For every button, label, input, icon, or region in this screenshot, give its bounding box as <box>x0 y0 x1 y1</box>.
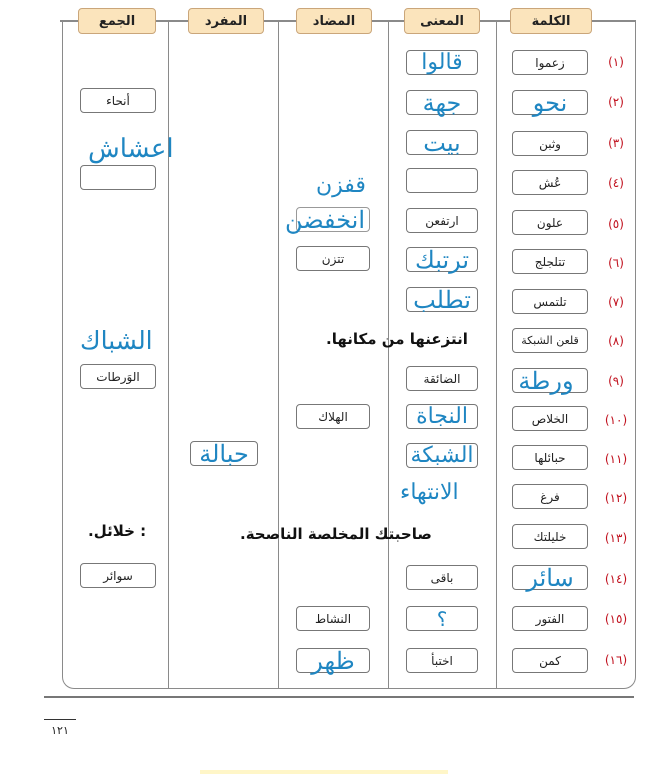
meaning-box[interactable] <box>406 50 478 75</box>
handwritten-plural: الشباك <box>80 326 153 355</box>
plural-box-empty[interactable] <box>80 165 156 190</box>
row-number: (٣) <box>608 136 624 150</box>
header-opposite: المضاد <box>296 8 372 34</box>
handwritten-word: سائر <box>526 563 574 592</box>
row-number: (١) <box>608 55 624 69</box>
row-number: (١٠) <box>604 413 628 427</box>
header-meaning: المعنى <box>404 8 480 34</box>
handwritten-meaning: بيت <box>423 128 461 157</box>
meaning-box[interactable] <box>406 247 478 272</box>
handwritten-word: ورطة <box>518 366 574 395</box>
opposite-box: تتزن <box>296 246 370 271</box>
handwritten-singular: حبالة <box>199 439 249 468</box>
meaning-box: ارتفعن <box>406 208 478 233</box>
word-box: كمن <box>512 648 588 673</box>
meaning-text: انتزعنها من مكانها. <box>326 330 468 348</box>
word-box: تتلجلج <box>512 249 588 274</box>
header-singular: المفرد <box>188 8 264 34</box>
handwritten-meaning: الشبكة <box>410 442 474 468</box>
word-box <box>512 368 588 393</box>
word-box: الخلاص <box>512 406 588 431</box>
row-number: (٥) <box>608 217 624 231</box>
word-box: قلعن الشبكة <box>512 328 588 353</box>
row-number: (١٣) <box>604 531 628 545</box>
column-divider <box>278 20 279 688</box>
handwritten-meaning: ترتبك <box>414 245 470 274</box>
meaning-box: اختبأ <box>406 648 478 673</box>
opposite-box[interactable] <box>284 205 370 234</box>
meaning-text: صاحبتك المخلصة الناصحة. <box>240 525 432 543</box>
column-divider <box>168 20 169 688</box>
row-number: (١٦) <box>604 653 628 667</box>
handwritten-word: نحو <box>532 88 568 117</box>
plural-box: الوَرطات <box>80 364 156 389</box>
row-number: (١١) <box>604 452 628 466</box>
handwritten-meaning: تطلب <box>413 285 471 314</box>
word-box: خليلتك <box>512 524 588 549</box>
meaning-box: الضائقة <box>406 366 478 391</box>
plural-box: أنحاء <box>80 88 156 113</box>
meaning-box[interactable] <box>406 404 478 429</box>
meaning-box[interactable] <box>406 130 478 155</box>
handwritten-meaning: جهة <box>422 88 462 117</box>
header-word: الكلمة <box>510 8 592 34</box>
handwritten-opposite-alt: قفزن <box>316 173 366 198</box>
row-number: (٨) <box>608 334 624 348</box>
row-number: (٦) <box>608 256 624 270</box>
meaning-box[interactable] <box>406 287 478 312</box>
opposite-box: النشاط <box>296 606 370 631</box>
row-number: (١٢) <box>604 491 628 505</box>
meaning-box[interactable] <box>406 443 478 468</box>
row-number: (٤) <box>608 176 624 190</box>
word-box: حبائلها <box>512 445 588 470</box>
meaning-box-empty[interactable] <box>406 168 478 193</box>
meaning-box[interactable] <box>406 606 478 631</box>
meaning-box: باقى <box>406 565 478 590</box>
handwritten-opposite: ظهر <box>311 646 355 675</box>
meaning-box[interactable] <box>406 90 478 115</box>
opposite-box[interactable] <box>296 648 370 673</box>
column-divider <box>388 20 389 688</box>
page-rule <box>44 696 634 698</box>
opposite-box: الهلاك <box>296 404 370 429</box>
plural-box: سوائر <box>80 563 156 588</box>
row-number: (٧) <box>608 295 624 309</box>
handwritten-question-mark: ؟ <box>436 606 448 631</box>
handwritten-meaning: قالوا <box>421 49 463 75</box>
word-box <box>512 90 588 115</box>
handwritten-meaning: الانتهاء <box>400 480 459 505</box>
singular-box[interactable] <box>190 441 258 466</box>
word-box <box>512 565 588 590</box>
row-number: (١٤) <box>604 572 628 586</box>
page-number: ١٢١ <box>51 724 69 737</box>
bottom-highlight-band <box>200 770 448 774</box>
word-box: تلتمس <box>512 289 588 314</box>
word-box: زعموا <box>512 50 588 75</box>
handwritten-opposite: انخفضن <box>284 205 366 234</box>
handwritten-plural: اعشاش <box>88 134 174 164</box>
row-number: (٩) <box>608 374 624 388</box>
word-box: عُش <box>512 170 588 195</box>
row-number: (١٥) <box>604 612 628 626</box>
row-number: (٢) <box>608 95 624 109</box>
word-box: الفتور <box>512 606 588 631</box>
column-divider <box>496 20 497 688</box>
handwritten-meaning: النجاة <box>416 403 468 429</box>
plural-text: : خلائل. <box>88 522 147 540</box>
header-plural: الجمع <box>78 8 156 34</box>
page-number-rule <box>44 719 76 720</box>
word-box: فرغ <box>512 484 588 509</box>
word-box: وثبن <box>512 131 588 156</box>
word-box: علون <box>512 210 588 235</box>
